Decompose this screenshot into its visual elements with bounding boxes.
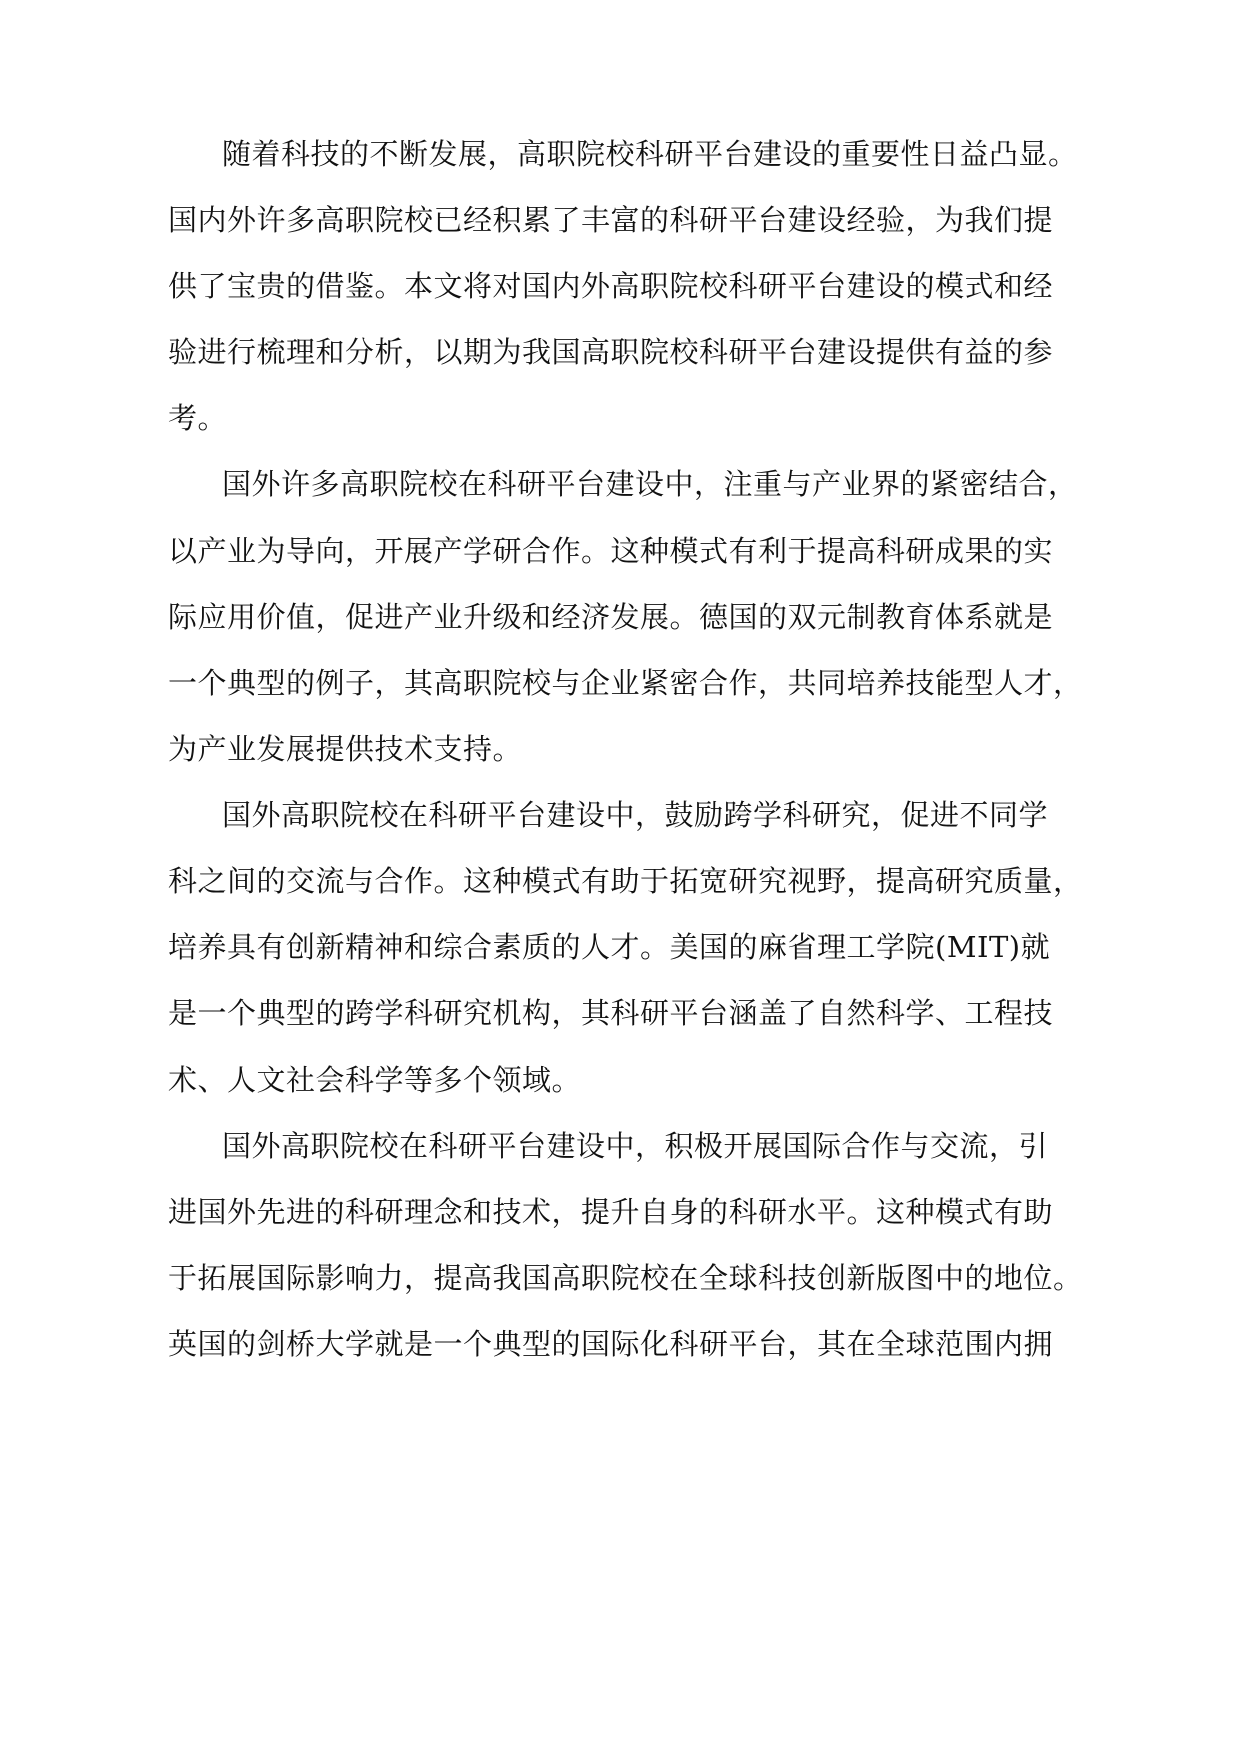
paragraph-1-line-4: 验进行梳理和分析，以期为我国高职院校科研平台建设提供有益的参 [168,335,1054,369]
paragraph-4-line-4: 英国的剑桥大学就是一个典型的国际化科研平台，其在全球范围内拥 [168,1327,1054,1361]
paragraph-4-line-3: 于拓展国际影响力，提高我国高职院校在全球科技创新版图中的地位。 [168,1261,1083,1295]
paragraph-3-line-3: 培养具有创新精神和综合素质的人才。美国的麻省理工学院(MIT)就 [168,930,1051,964]
paragraph-3-line-2: 科之间的交流与合作。这种模式有助于拓宽研究视野，提高研究质量， [168,864,1083,898]
paragraph-1-line-3: 供了宝贵的借鉴。本文将对国内外高职院校科研平台建设的模式和经 [168,269,1054,303]
paragraph-3-line-4: 是一个典型的跨学科研究机构，其科研平台涵盖了自然科学、工程技 [168,996,1054,1030]
paragraph-4-line-2: 进国外先进的科研理念和技术，提升自身的科研水平。这种模式有助 [168,1195,1054,1229]
paragraph-1-line-1: 随着科技的不断发展，高职院校科研平台建设的重要性日益凸显。 [222,137,1078,171]
paragraph-2-line-5: 为产业发展提供技术支持。 [168,732,523,766]
paragraph-2-line-3: 际应用价值，促进产业升级和经济发展。德国的双元制教育体系就是 [168,600,1054,634]
paragraph-2-line-1: 国外许多高职院校在科研平台建设中，注重与产业界的紧密结合， [222,467,1078,501]
paragraph-4-line-1: 国外高职院校在科研平台建设中，积极开展国际合作与交流，引 [222,1129,1049,1163]
paragraph-2-line-2: 以产业为导向，开展产学研合作。这种模式有利于提高科研成果的实 [168,534,1054,568]
paragraph-3-line-5: 术、人文社会科学等多个领域。 [168,1063,582,1097]
paragraph-1-line-5: 考。 [168,401,228,435]
paragraph-3-line-1: 国外高职院校在科研平台建设中，鼓励跨学科研究，促进不同学 [222,798,1049,832]
paragraph-1-line-2: 国内外许多高职院校已经积累了丰富的科研平台建设经验，为我们提 [168,203,1054,237]
paragraph-2-line-4: 一个典型的例子，其高职院校与企业紧密合作，共同培养技能型人才， [168,666,1083,700]
